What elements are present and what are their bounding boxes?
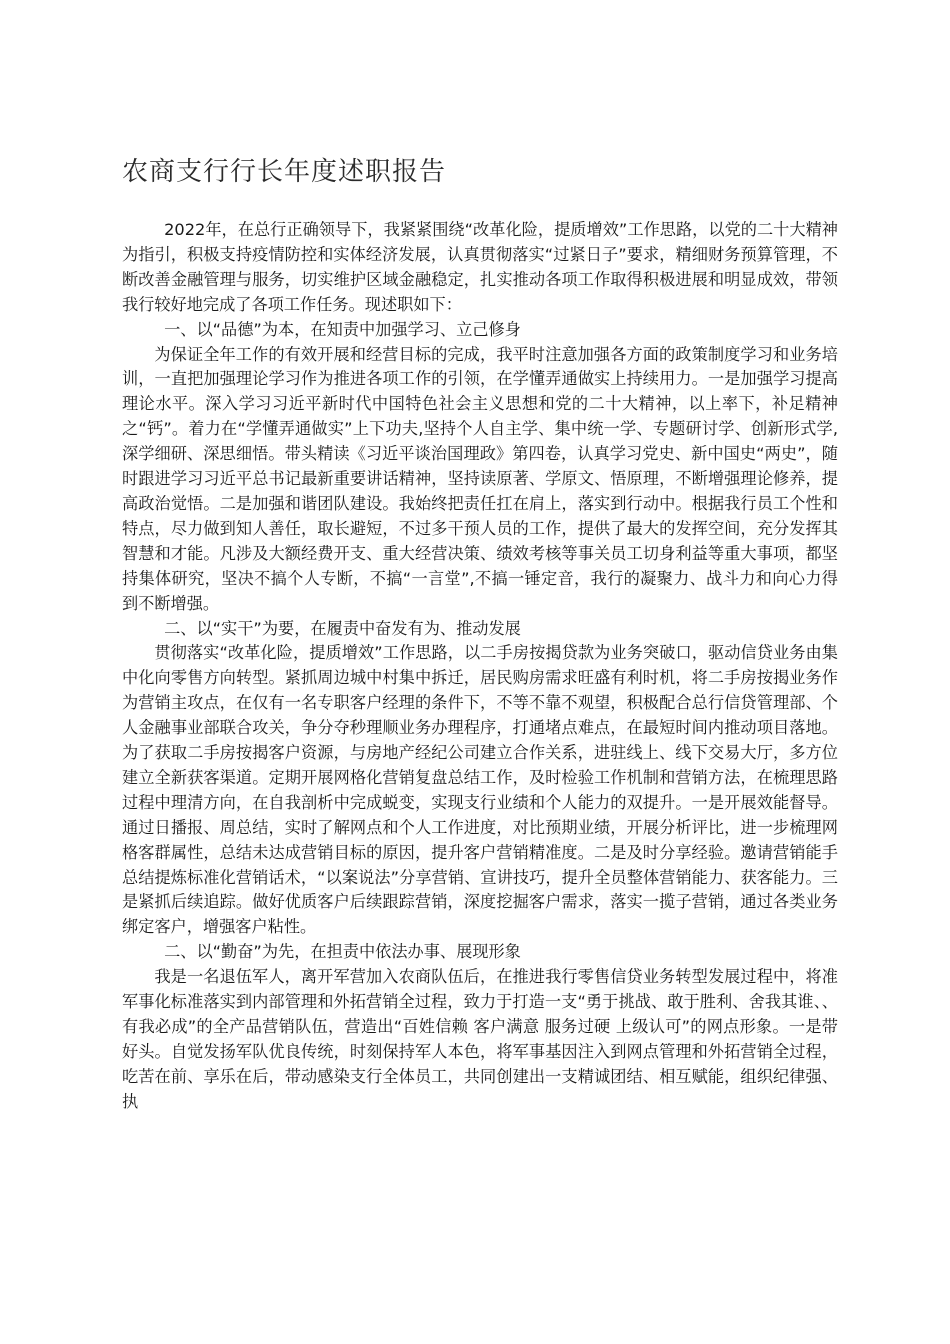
section-heading-1: 一、以“品德”为本，在知责中加强学习、立己修身 <box>164 319 521 339</box>
document-title: 农商支行行长年度述职报告 <box>122 157 447 187</box>
body-paragraph-1: 为保证全年工作的有效开展和经营目标的完成，我平时注意加强各方面的政策制度学习和业务培训，一直把加强理论学习作为推进各项工作的引领，在学懂弄通做实上持续用力。一是加强学习提高理论水平。深入学习习近平新时代中国特色社会主义思想和党的二十大精神，以上率下，补足精神之“钙”。着力在“学懂弄通做实”上下功夫,坚持个人自主学、集中统一学、专题研讨学、创新形式学,深学细研、深思细悟。带头精读《习近平谈治国理政》第四卷，认真学习党史、新中国史“两史”，随时跟进学习习近平总书记最新重要讲话精神，坚持读原著、学原文、悟原理，不断增强理论修养，提高政治觉悟。二是加强和谐团队建设。我始终把责任扛在肩上，落实到行动中。根据我行员工个性和特点，尽力做到知人善任，取长避短，不过多干预人员的工作，提供了最大的发挥空间，充分发挥其智慧和才能。凡涉及大额经费开支、重大经营决策、绩效考核等事关员工切身利益等重大事项，都坚持集体研究，坚决不搞个人专断，不搞“一言堂”,不搞一锤定音，我行的凝聚力、战斗力和向心力得到不断增强。 <box>122 344 838 613</box>
section-heading-2: 二、以“实干”为要，在履责中奋发有为、推动发展 <box>164 618 521 638</box>
document-body <box>122 218 838 1115</box>
intro-paragraph: 2022年，在总行正确领导下，我紧紧围绕“改革化险，提质增效”工作思路，以党的二十大精神为指引，积极支持疫情防控和实体经济发展，认真贯彻落实“过紧日子”要求，精细财务预算管理，不断改善金融管理与服务，切实维护区域金融稳定，扎实推动各项工作取得积极进展和明显成效，带领我行较好地完成了各项工作任务。现述职如下： <box>122 220 838 314</box>
section-heading-3: 二、以“勤奋”为先，在担责中依法办事、展现形象 <box>164 942 521 962</box>
body-paragraph-2: 贯彻落实“改革化险，提质增效”工作思路，以二手房按揭贷款为业务突破口，驱动信贷业务由集中化向零售方向转型。紧抓周边城中村集中拆迁，居民购房需求旺盛有利时机，将二手房按揭业务作为营销主攻点，在仅有一名专职客户经理的条件下，不等不靠不观望，积极配合总行信贷管理部、个人金融事业部联合攻关，争分夺秒理顺业务办理程序，打通堵点难点，在最短时间内推动项目落地。为了获取二手房按揭客户资源，与房地产经纪公司建立合作关系，进驻线上、线下交易大厅，多方位建立全新获客渠道。定期开展网格化营销复盘总结工作，及时检验工作机制和营销方法，在梳理思路过程中理清方向，在自我剖析中完成蜕变，实现支行业绩和个人能力的双提升。一是开展效能督导。通过日播报、周总结，实时了解网点和个人工作进度，对比预期业绩，开展分析评比，进一步梳理网格客群属性，总结未达成营销目标的原因，提升客户营销精准度。二是及时分享经验。邀请营销能手总结提炼标准化营销话术，“以案说法”分享营销、宣讲技巧，提升全员整体营销能力、获客能力。三是紧抓后续追踪。做好优质客户后续跟踪营销，深度挖掘客户需求，落实一揽子营销，通过各类业务绑定客户，增强客户粘性。 <box>122 643 838 937</box>
body-paragraph-3: 我是一名退伍军人，离开军营加入农商队伍后，在推进我行零售信贷业务转型发展过程中，将准军事化标准落实到内部管理和外拓营销全过程，致力于打造一支“勇于挑战、敢于胜利、舍我其谁、、有我必成”的全产品营销队伍，营造出“百姓信赖 客户满意 服务过硬 上级认可”的网点形象。一是带好头。自觉发扬军队优良传统，时刻保持军人本色，将军事基因注入到网点管理和外拓营销全过程，吃苦在前、享乐在后，带动感染支行全体员工，共同创建出一支精诚团结、相互赋能，组织纪律强、执 <box>122 967 838 1111</box>
